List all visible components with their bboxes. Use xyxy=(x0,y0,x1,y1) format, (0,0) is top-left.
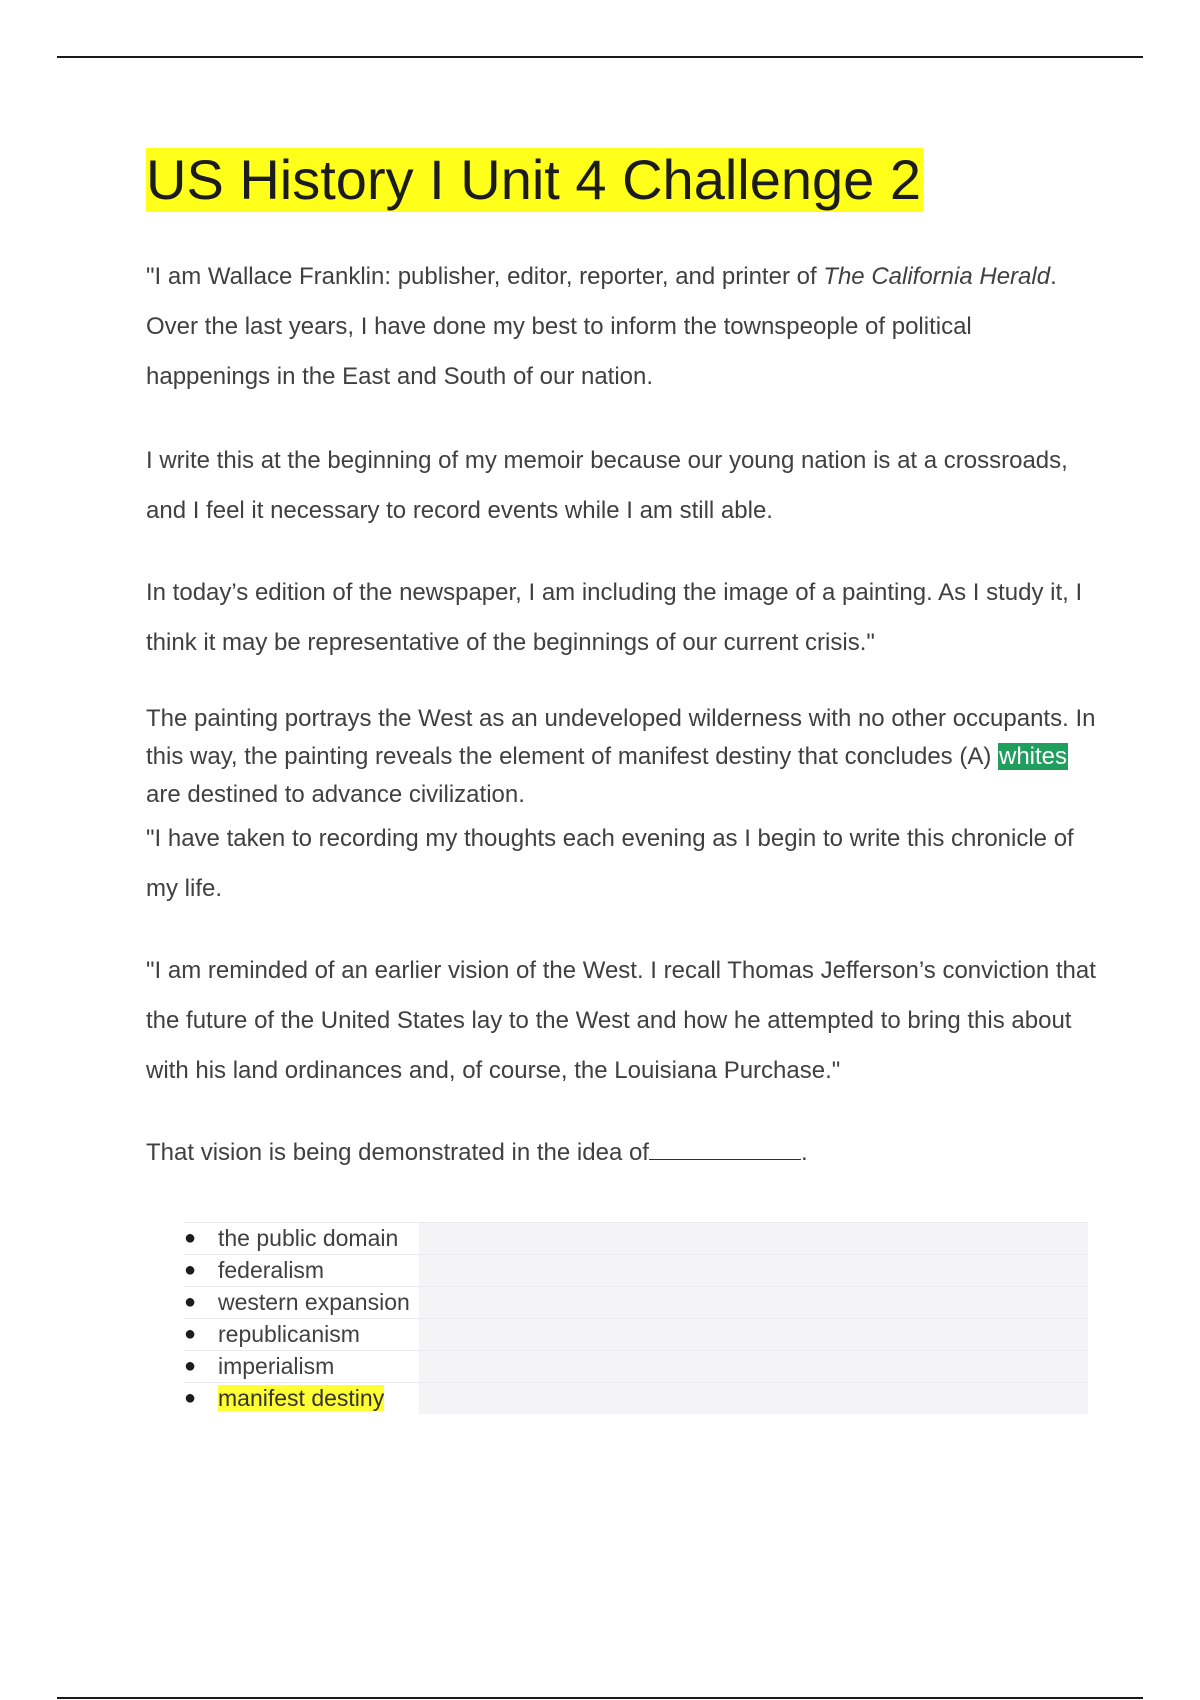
paragraph-text: . Over the last years, I have done my best to inform the townspeople of political happenings in the East and South of our nation. xyxy=(146,263,1057,390)
bullet-icon: ● xyxy=(184,1387,197,1409)
bullet-icon: ● xyxy=(184,1323,197,1345)
answer-option-label: federalism xyxy=(218,1257,325,1283)
paragraph-text: are destined to advance civilization. xyxy=(146,781,525,808)
paragraph-chronicle: "I have taken to recording my thoughts each evening as I begin to write this chronicle of my life. xyxy=(146,825,1074,902)
top-rule xyxy=(57,56,1143,58)
answer-option-label: the public domain xyxy=(218,1225,399,1251)
answer-blank xyxy=(649,1158,801,1160)
question-text: That vision is being demonstrated in the idea of xyxy=(146,1139,649,1166)
paragraph-jefferson: "I am reminded of an earlier vision of the West. I recall Thomas Jefferson’s conviction that the future of the United States lay to the West and how he attempted to bring this about with his land ordinances and, of course, the Louisiana Purchase." xyxy=(146,957,1096,1084)
paragraph-franklin-intro xyxy=(146,252,1096,402)
answer-option-label: imperialism xyxy=(218,1353,335,1379)
answer-option-label-selected: manifest destiny xyxy=(218,1385,385,1411)
document-body xyxy=(146,148,1096,1414)
paragraph-memoir: I write this at the beginning of my memoir because our young nation is at a crossroads, and I feel it necessary to record events while I am still able. xyxy=(146,447,1068,524)
page-title: US History I Unit 4 Challenge 2 xyxy=(146,148,922,211)
answer-option-label: republicanism xyxy=(218,1321,360,1347)
bullet-icon: ● xyxy=(184,1291,197,1313)
bullet-icon: ● xyxy=(184,1355,197,1377)
answer-option[interactable] xyxy=(184,1286,1088,1318)
answer-option[interactable] xyxy=(184,1318,1088,1350)
answer-option[interactable] xyxy=(184,1382,1088,1414)
paragraph-answer-a xyxy=(146,700,1096,814)
answer-option[interactable] xyxy=(184,1222,1088,1254)
question-prompt xyxy=(146,1128,1096,1178)
newspaper-name: The California Herald xyxy=(823,263,1051,290)
answer-options-list xyxy=(184,1222,1088,1414)
answer-option[interactable] xyxy=(184,1350,1088,1382)
bottom-rule xyxy=(57,1697,1143,1699)
paragraph-text: The painting portrays the West as an undeveloped wilderness with no other occupants. In this way, the painting reveals the element of manifest destiny that concludes (A) xyxy=(146,705,1096,770)
answer-option-label: western expansion xyxy=(218,1289,410,1315)
question-end: . xyxy=(800,1139,808,1166)
paragraph-text: "I am Wallace Franklin: publisher, editor, reporter, and printer of xyxy=(146,263,824,290)
answer-highlight: whites xyxy=(999,743,1068,770)
bullet-icon: ● xyxy=(184,1227,197,1249)
bullet-icon: ● xyxy=(184,1259,197,1281)
paragraph-painting: In today’s edition of the newspaper, I am including the image of a painting. As I study it, I think it may be representative of the beginnings of our current crisis." xyxy=(146,579,1083,656)
answer-option[interactable] xyxy=(184,1254,1088,1286)
